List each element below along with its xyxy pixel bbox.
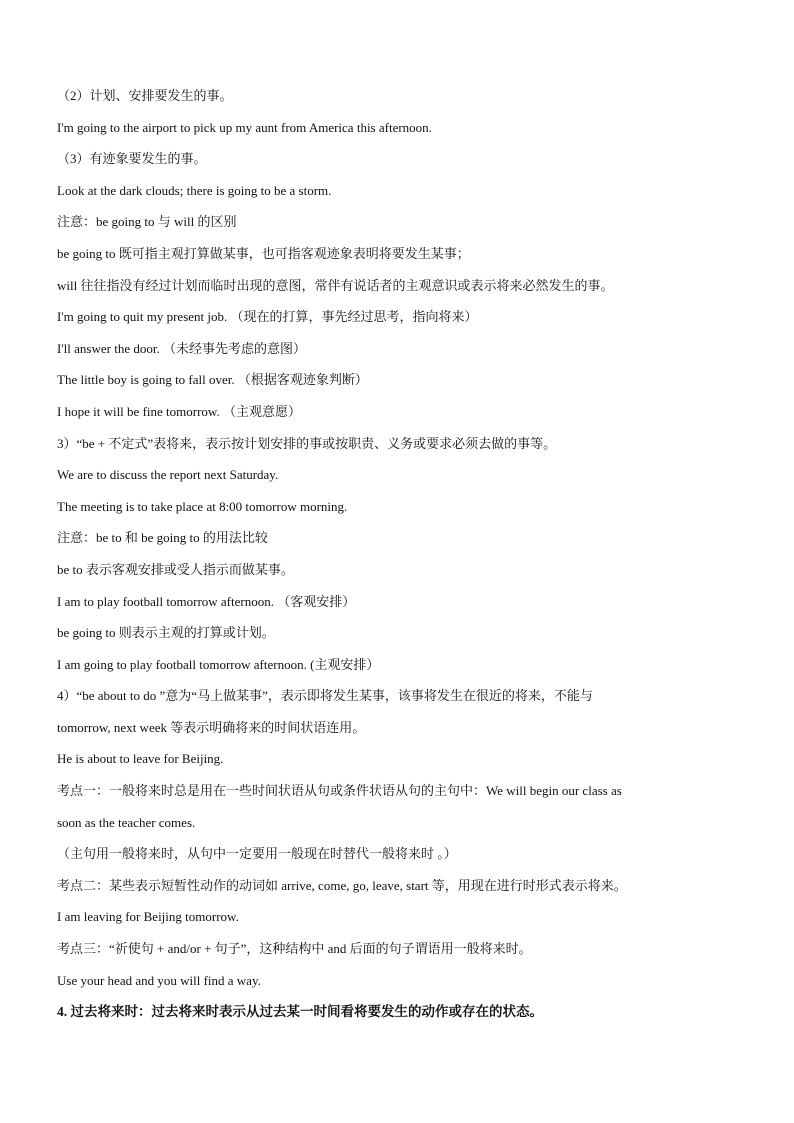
section-heading-future-in-past: 4. 过去将来时：过去将来时表示从过去某一时间看将要发生的动作或存在的状态。 xyxy=(57,1004,543,1020)
note-heading: 注意：be to 和 be going to 的用法比较 xyxy=(57,530,268,546)
example-sentence: The little boy is going to fall over. （根据客观迹象判断） xyxy=(57,372,368,388)
explanation-text: be going to 既可指主观打算做某事，也可指客观迹象表明将要发生某事； xyxy=(57,245,470,261)
key-point-two: 考点二：某些表示短暂性动作的动词如 arrive, come, go, leave, start 等，用现在进行时形式表示将来。 xyxy=(57,877,627,893)
key-point-one-continued: soon as the teacher comes. xyxy=(57,814,196,830)
example-sentence: He is about to leave for Beijing. xyxy=(57,751,224,767)
document-body xyxy=(57,80,742,1028)
subheading-signs: （3）有迹象要发生的事。 xyxy=(57,151,207,167)
explanation-text: （主句用一般将来时，从句中一定要用一般现在时替代一般将来时 。） xyxy=(57,846,457,862)
example-sentence: I am to play football tomorrow afternoon. （客观安排） xyxy=(57,593,356,609)
example-sentence: I am going to play football tomorrow afternoon. (主观安排） xyxy=(57,656,380,672)
example-sentence: I'll answer the door. （未经事先考虑的意图） xyxy=(57,340,306,356)
key-point-one: 考点一：一般将来时总是用在一些时间状语从句或条件状语从句的主句中：We will begin our class as xyxy=(57,783,622,799)
rule-be-about-to-continued: tomorrow, next week 等表示明确将来的时间状语连用。 xyxy=(57,719,366,735)
example-sentence: I'm going to the airport to pick up my aunt from America this afternoon. xyxy=(57,119,432,135)
key-point-three: 考点三：“祈使句 + and/or + 句子”，这种结构中 and 后面的句子谓语用一般将来时。 xyxy=(57,941,532,957)
rule-be-to: 3）“be + 不定式”表将来，表示按计划安排的事或按职责、义务或要求必须去做的事等。 xyxy=(57,435,557,451)
example-sentence: The meeting is to take place at 8:00 tomorrow morning. xyxy=(57,498,348,514)
example-sentence: Look at the dark clouds; there is going to be a storm. xyxy=(57,182,332,198)
example-sentence: I hope it will be fine tomorrow. （主观意愿） xyxy=(57,403,301,419)
example-sentence: I'm going to quit my present job. （现在的打算，事先经过思考，指向将来） xyxy=(57,309,478,325)
explanation-text: be to 表示客观安排或受人指示而做某事。 xyxy=(57,561,294,577)
note-heading: 注意：be going to 与 will 的区别 xyxy=(57,214,237,230)
rule-be-about-to: 4）“be about to do ”意为“马上做某事”，表示即将发生某事，该事将发生在很近的将来，不能与 xyxy=(57,688,593,704)
explanation-text: be going to 则表示主观的打算或计划。 xyxy=(57,625,275,641)
example-sentence: Use your head and you will find a way. xyxy=(57,972,261,988)
example-sentence: I am leaving for Beijing tomorrow. xyxy=(57,909,239,925)
subheading-plan: （2）计划、安排要发生的事。 xyxy=(57,88,233,103)
example-sentence: We are to discuss the report next Saturday. xyxy=(57,467,279,483)
explanation-text: will 往往指没有经过计划而临时出现的意图，常伴有说话者的主观意识或表示将来必然发生的事。 xyxy=(57,277,614,293)
